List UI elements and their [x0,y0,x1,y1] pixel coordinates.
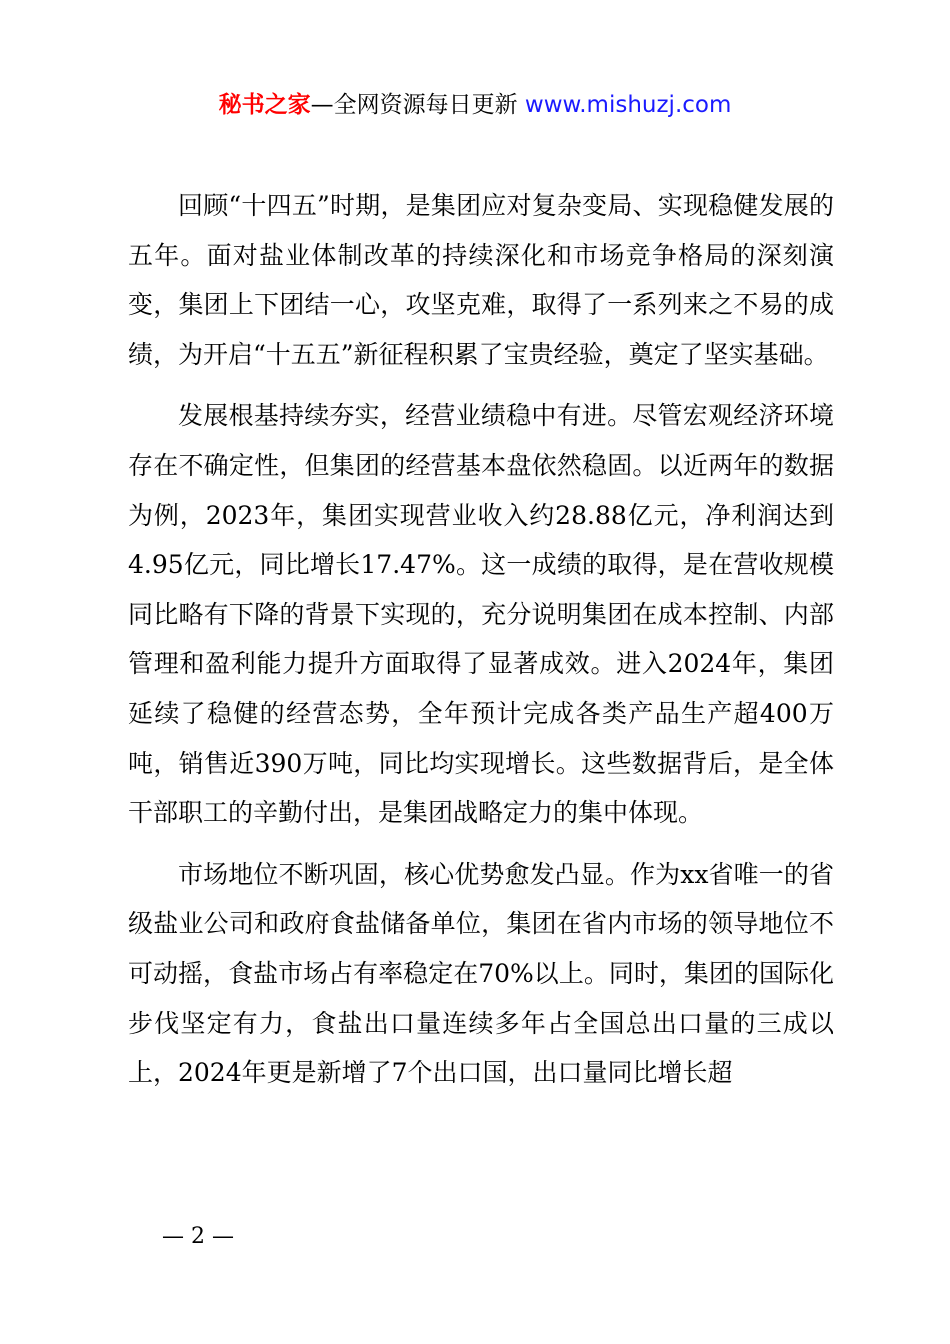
paragraph-review: 回顾“十四五”时期，是集团应对复杂变局、实现稳健发展的五年。面对盐业体制改革的持续深化和市场竞争格局的深刻演变，集团上下团结一心，攻坚克难，取得了一系列来之不易的成绩，为开启“十五五”新征程积累了宝贵经验，奠定了坚实基础。 [128,191,834,369]
page-number: — 2 — [162,1224,234,1249]
banner-url-link[interactable]: www.mishuzj.com [524,92,732,118]
document-body [128,181,834,1110]
paragraph-market-position: 市场地位不断巩固，核心优势愈发凸显。作为xx省唯一的省级盐业公司和政府食盐储备单位，集团在省内市场的领导地位不可动摇，食盐市场占有率稳定在70%以上。同时，集团的国际化步伐坚定有力，食盐出口量连续多年占全国总出口量的三成以上，2024年更是新增了7个出口国，出口量同比增长超 [128,859,834,1088]
site-banner [0,88,950,122]
banner-tagline: —全网资源每日更新 [310,92,525,118]
brand-name: 秘书之家 [218,92,311,118]
paragraph-performance: 发展根基持续夯实，经营业绩稳中有进。尽管宏观经济环境存在不确定性，但集团的经营基本盘依然稳固。以近两年的数据为例，2023年，集团实现营业收入约28.88亿元，净利润达到4.95亿元，同比增长17.47%。这一成绩的取得，是在营收规模同比略有下降的背景下实现的，充分说明集团在成本控制、内部管理和盈利能力提升方面取得了显著成效。进入2024年，集团延续了稳健的经营态势，全年预计完成各类产品生产超400万吨，销售近390万吨，同比均实现增长。这些数据背后，是全体干部职工的辛勤付出，是集团战略定力的集中体现。 [128,401,834,828]
